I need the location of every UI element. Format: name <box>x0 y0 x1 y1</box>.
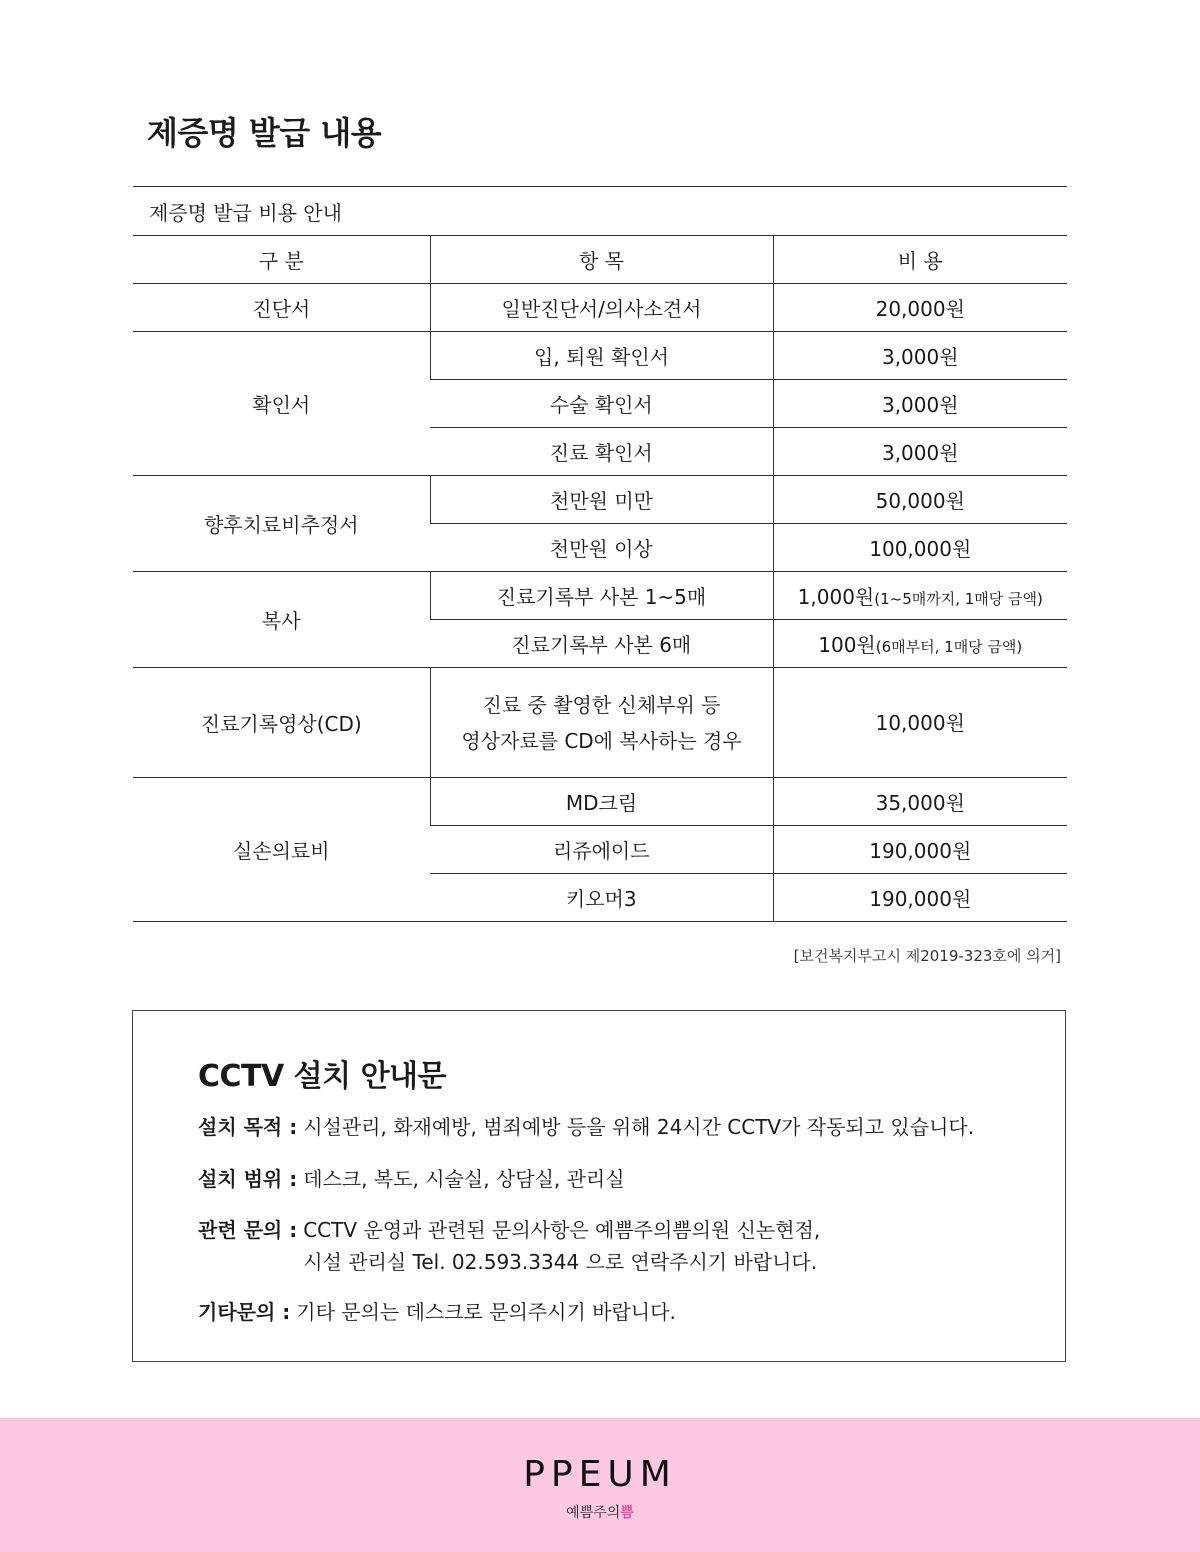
cctv-contact-label: 관련 문의 : <box>198 1218 298 1242</box>
cctv-purpose-text: 시설관리, 화재예방, 범죄예방 등을 위해 24시간 CCTV가 작동되고 있습니다. <box>303 1115 975 1139</box>
cctv-other-label: 기타문의 : <box>198 1300 291 1324</box>
table-caption: 제증명 발급 비용 안내 <box>133 187 1067 236</box>
item-cell-line: 진료 중 촬영한 신체부위 등 <box>482 692 721 717</box>
price-note: (1~5매까지, 1매당 금액) <box>874 590 1043 608</box>
category-cell: 복사 <box>133 572 430 668</box>
price-cell <box>773 380 1067 428</box>
item-cell: MD크림 <box>430 778 773 826</box>
price-value: 1,000원 <box>797 585 875 609</box>
cctv-contact-text-line2: 시설 관리실 Tel. 02.593.3344 으로 연락주시기 바랍니다. <box>303 1250 818 1274</box>
cctv-other-text: 기타 문의는 데스크로 문의주시기 바랍니다. <box>296 1300 676 1324</box>
price-value: 50,000원 <box>875 489 965 513</box>
price-cell <box>773 572 1067 620</box>
table-row <box>133 572 1067 620</box>
footer-band <box>0 1418 1200 1552</box>
price-cell <box>773 668 1067 778</box>
table-row <box>133 476 1067 524</box>
price-value: 100,000원 <box>869 537 972 561</box>
category-cell: 확인서 <box>133 332 430 476</box>
price-cell <box>773 284 1067 332</box>
fee-table <box>133 186 1067 922</box>
cctv-contact <box>198 1214 820 1278</box>
price-note: (6매부터, 1매당 금액) <box>875 638 1023 656</box>
price-value: 190,000원 <box>869 887 972 911</box>
table-row <box>133 668 1067 778</box>
cctv-notice-box <box>132 1010 1066 1362</box>
cctv-scope <box>198 1163 625 1195</box>
table-row <box>133 332 1067 380</box>
brand-tagline <box>0 1502 1200 1522</box>
price-value: 3,000원 <box>881 441 959 465</box>
item-cell: 천만원 이상 <box>430 524 773 572</box>
page-title: 제증명 발급 내용 <box>147 114 382 152</box>
price-cell <box>773 826 1067 874</box>
item-cell: 진료기록부 사본 1~5매 <box>430 572 773 620</box>
table-row <box>133 284 1067 332</box>
cctv-scope-text: 데스크, 복도, 시술실, 상담실, 관리실 <box>303 1167 625 1191</box>
category-cell: 진료기록영상(CD) <box>133 668 430 778</box>
cctv-title: CCTV 설치 안내문 <box>198 1059 447 1094</box>
cctv-contact-text-line1: CCTV 운영과 관련된 문의사항은 예쁨주의쁨의원 신논현점, <box>303 1218 821 1242</box>
price-value: 35,000원 <box>875 791 965 815</box>
category-cell: 향후치료비추정서 <box>133 476 430 572</box>
category-cell: 실손의료비 <box>133 778 430 922</box>
price-cell <box>773 524 1067 572</box>
price-cell <box>773 476 1067 524</box>
item-cell-line: 영상자료를 CD에 복사하는 경우 <box>461 728 742 753</box>
item-cell: 수술 확인서 <box>430 380 773 428</box>
price-value: 10,000원 <box>875 710 965 735</box>
price-cell <box>773 332 1067 380</box>
brand-tagline-text: 예쁨주의 <box>566 1505 621 1521</box>
fee-table-body <box>133 284 1067 922</box>
item-cell: 천만원 미만 <box>430 476 773 524</box>
cctv-other <box>198 1296 676 1328</box>
header-category: 구 분 <box>133 236 430 284</box>
item-cell: 진료 확인서 <box>430 428 773 476</box>
price-cell <box>773 620 1067 668</box>
cctv-purpose-label: 설치 목적 : <box>198 1115 298 1139</box>
price-cell <box>773 778 1067 826</box>
legal-basis-note: [보건복지부고시 제2019-323호에 의거] <box>793 947 1061 965</box>
item-cell: 키오머3 <box>430 874 773 922</box>
table-row <box>133 778 1067 826</box>
cctv-scope-label: 설치 범위 : <box>198 1167 298 1191</box>
price-value: 3,000원 <box>881 345 959 369</box>
item-cell: 입, 퇴원 확인서 <box>430 332 773 380</box>
price-cell <box>773 874 1067 922</box>
item-cell <box>430 668 773 778</box>
price-value: 3,000원 <box>881 393 959 417</box>
brand-logo: PPEUM <box>523 1454 677 1495</box>
category-cell: 진단서 <box>133 284 430 332</box>
cctv-purpose <box>198 1111 974 1143</box>
table-header-row <box>133 236 1067 284</box>
price-value: 100원 <box>818 633 876 657</box>
item-cell: 일반진단서/의사소견서 <box>430 284 773 332</box>
item-cell: 진료기록부 사본 6매 <box>430 620 773 668</box>
table-caption-row <box>133 187 1067 236</box>
header-price: 비 용 <box>773 236 1067 284</box>
header-item: 항 목 <box>430 236 773 284</box>
price-cell <box>773 428 1067 476</box>
price-value: 190,000원 <box>869 839 972 863</box>
price-value: 20,000원 <box>875 297 965 321</box>
brand-tagline-accent: 쁨 <box>620 1505 634 1521</box>
item-cell: 리쥬에이드 <box>430 826 773 874</box>
